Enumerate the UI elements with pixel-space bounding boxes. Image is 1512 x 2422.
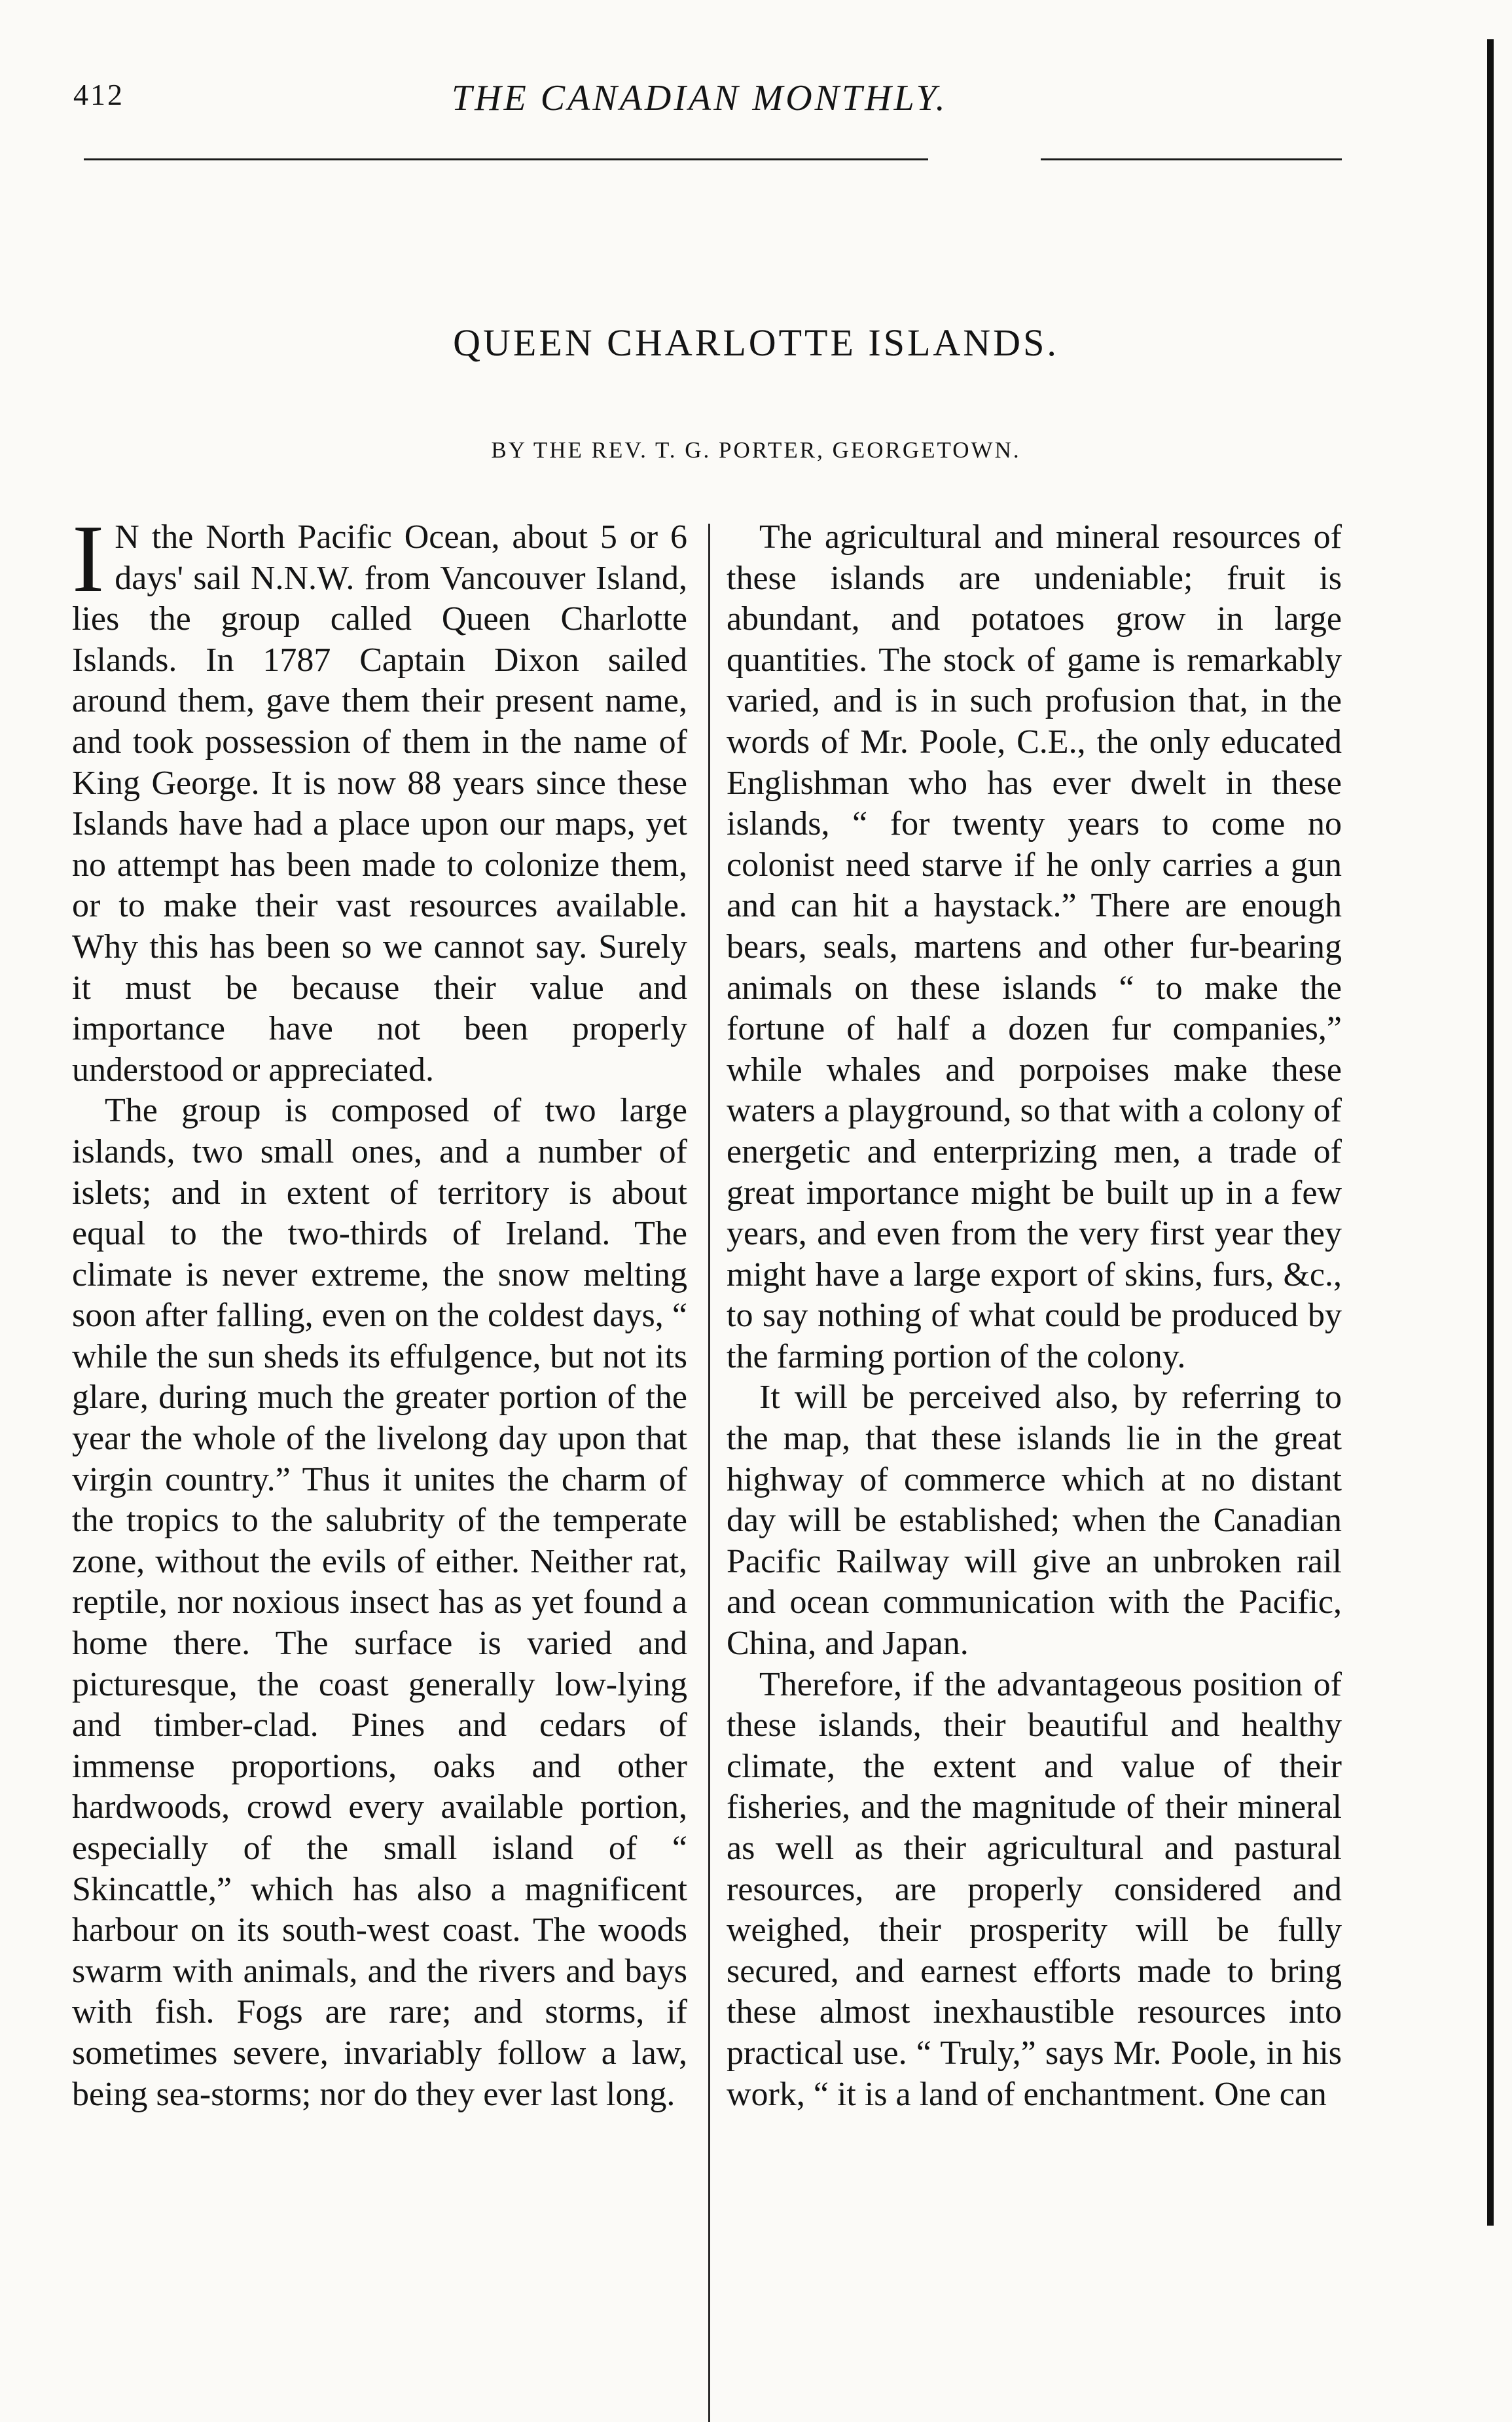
paragraph: The group is composed of two large islands, two small ones, and a number of islets; and in extent of territory is about equal to the two-thirds of Ireland. The climate is never extreme, the snow melting soon after falling, even on the coldest days, “ while the sun sheds its effulgence, but not its glare, during much the greater portion of the year the whole of the livelong day upon that virgin country.” Thus it unites the charm of the tropics to the salubrity of the temperate zone, without the evils of either. Neither rat, reptile, nor noxious insect has as yet found a home there. The surface is varied and picturesque, the coast generally low-lying and timber-clad. Pines and cedars of immense proportions, oaks and other hardwoods, crowd every available portion, especially of the small island of “ Skincattle,” which has also a magnificent harbour on its south-west coast. The woods swarm with animals, and the rivers and bays with fish. Fogs are rare; and storms, if sometimes severe, invariably follow a law, being sea-storms; nor do they ever last long. [72,1092,687,2113]
column-divider [708,524,710,2422]
paragraph-text: N the North Pacific Ocean, about 5 or 6 days' sail N.N.W. from Vancouver Island, lies the group called Queen Charlotte Islands. In 1787 Captain Dixon sailed around them, gave them their present name, and took possession of them in the name of King George. It is now 88 years since these Islands have had a place upon our maps, yet no attempt has been made to colonize them, or to make their vast resources available. Why this has been so we cannot say. Surely it must be because their value and importance have not been properly understood or appreciated. [72,518,687,1089]
paragraph: The agricultural and mineral resources of these islands are undeniable; fruit is abundant, and potatoes grow in large quantities. The stock of game is remarkably varied, and is in such profusion that, in the words of Mr. Poole, C.E., the only educated Englishman who has ever dwelt in these islands, “ for twenty years to come no colonist need starve if he only carries a gun and can hit a haystack.” There are enough bears, seals, martens and other fur-bearing animals on these islands “ to make the fortune of half a dozen fur companies,” while whales and porpoises make these waters a playground, so that with a colony of energetic and enterprizing men, a trade of great importance might be built up in a few years, and even from the very first year they might have a large export of skins, furs, &c., to say nothing of what could be produced by the farming portion of the colony. [727,518,1342,1375]
journal-title: THE CANADIAN MONTHLY. [452,78,948,118]
paragraph: It will be perceived also, by referring to the map, that these islands lie in the great highway of commerce which at no distant day will be established; when the Canadian Pacific Railway will give an unbroken rail and ocean communication with the Pacific, China, and Japan. [727,1379,1342,1663]
left-column [72,505,687,2115]
article-byline: BY THE REV. T. G. PORTER, GEORGETOWN. [491,437,1021,463]
binding-edge [1487,39,1494,2226]
right-column [727,517,1342,2115]
article-title: QUEEN CHARLOTTE ISLANDS. [453,321,1059,364]
page-number: 412 [73,78,124,111]
header-rule-left [84,158,928,160]
header-rule-right [1041,158,1342,160]
paragraph: Therefore, if the advantageous position of these islands, their beautiful and healthy climate, the extent and value of their fisheries, and the magnitude of their mineral as well as their agricultural and pastural resources, are properly considered and weighed, their prosperity will be fully secured, and earnest efforts made to bring these almost inexhaustible resources into practical use. “ Truly,” says Mr. Poole, in his work, “ it is a land of enchantment. One can [727,1665,1342,2113]
running-head [0,77,1512,130]
drop-cap: I [72,505,105,613]
paragraph [72,505,687,1091]
